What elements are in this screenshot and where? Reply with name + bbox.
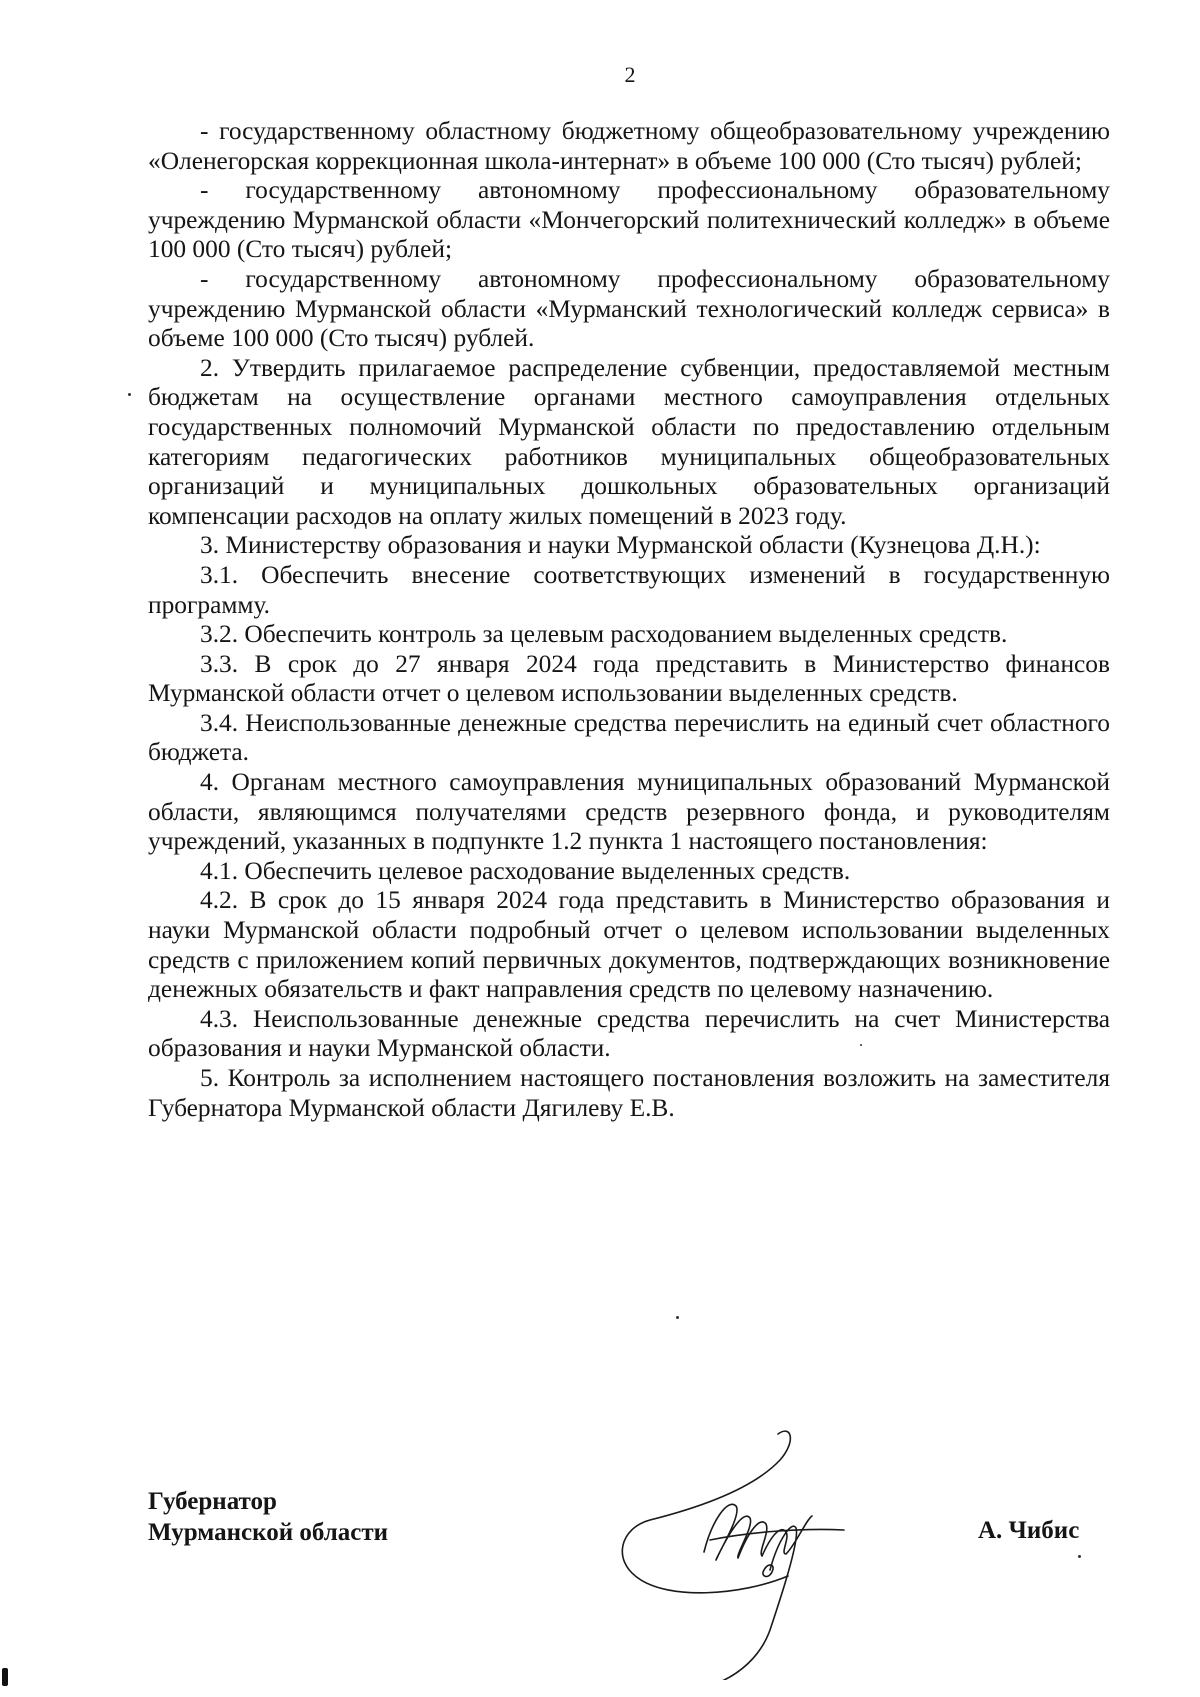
scan-speck: [676, 1316, 679, 1319]
paragraph-item-monchegorsk-college: - государственному автономному профессиональному образовательному учреждению Мурманской области «Мончегорский политехнический колледж» в объеме 100 000 (Сто тысяч) рублей;: [148, 176, 1110, 264]
handwritten-signature: [620, 1420, 900, 1680]
paragraph-2: 2. Утвердить прилагаемое распределение субвенции, предоставляемой местным бюджетам на осуществление органами местного самоуправления отдельных государственных полномочий Мурманской области по предоставлению отдельным категориям педагогических работников муниципальных общеобразовательных организаций и муниципальных дошкольных образовательных организаций компенсации расходов на оплату жилых помещений в 2023 году.: [148, 353, 1110, 530]
signatory-title-line2: Мурманской области: [148, 1519, 389, 1546]
paragraph-5: 5. Контроль за исполнением настоящего постановления возложить на заместителя Губернатора Мурманской области Дягилеву Е.В.: [148, 1064, 1110, 1122]
paragraph-3-4: 3.4. Неиспользованные денежные средства перечислить на единый счет областного бюджета.: [148, 708, 1110, 767]
scan-speck: [860, 1044, 862, 1046]
scan-speck: [1078, 1555, 1081, 1558]
page-number: 2: [624, 62, 636, 87]
signatory-title-line1: Губернатор: [148, 1488, 277, 1515]
paragraph-item-school-internat: - государственному областному бюджетному общеобразовательному учреждению «Оленегорская коррекционная школа-интернат» в объеме 100 000 (Сто тысяч) рублей;: [148, 117, 1110, 175]
scan-speck: [2, 1668, 8, 1686]
document-body: [148, 117, 1110, 1123]
paragraph-3: 3. Министерству образования и науки Мурманской области (Кузнецова Д.Н.):: [200, 531, 1041, 560]
paragraph-3-1: 3.1. Обеспечить внесение соответствующих изменений в государственную программу.: [148, 560, 1110, 619]
paragraph-3-3: 3.3. В срок до 27 января 2024 года представить в Министерство финансов Мурманской области отчет о целевом использовании выделенных средств.: [148, 649, 1110, 708]
paragraph-4-2: 4.2. В срок до 15 января 2024 года представить в Министерство образования и науки Мурманской области подробный отчет о целевом использовании выделенных средств с приложением копий первичных документов, подтверждающих возникновение денежных обязательств и факт направления средств по целевому назначению.: [148, 886, 1110, 1004]
paragraph-3-2: 3.2. Обеспечить контроль за целевым расходованием выделенных средств.: [200, 620, 1008, 649]
paragraph-item-murmansk-college: - государственному автономному профессиональному образовательному учреждению Мурманской области «Мурманский технологический колледж сервиса» в объеме 100 000 (Сто тысяч) рублей.: [148, 264, 1110, 353]
signatory-name: А. Чибис: [978, 1517, 1080, 1544]
paragraph-4-1: 4.1. Обеспечить целевое расходование выделенных средств.: [200, 856, 851, 885]
paragraph-4: 4. Органам местного самоуправления муниципальных образований Мурманской области, являющимся получателями средств резервного фонда, и руководителям учреждений, указанных в подпункте 1.2 пункта 1 настоящего постановления:: [148, 768, 1110, 856]
paragraph-4-3: 4.3. Неиспользованные денежные средства перечислить на счет Министерства образования и науки Мурманской области.: [148, 1004, 1110, 1063]
scan-speck: [128, 393, 131, 396]
signatory-title: [148, 1486, 388, 1548]
